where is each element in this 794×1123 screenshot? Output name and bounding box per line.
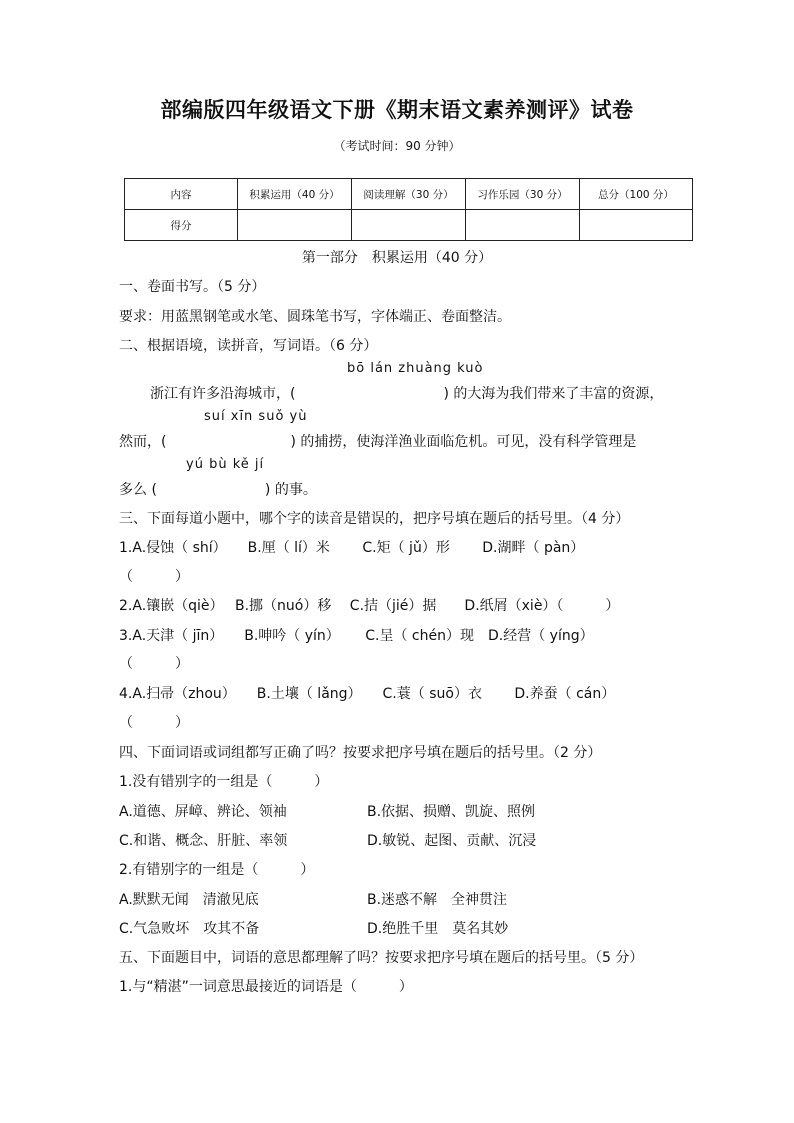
q2-title: 二、根据语境，读拼音，写词语。（6 分） [119,338,378,354]
q3-item-2: 2.A.镶嵌（qiè） B.挪（nuó）移 C.拮（jié）据 D.纸屑（xiè）（ ） [119,598,620,614]
score-entry-cell[interactable] [466,210,580,241]
part1-heading: 第一部分 积累运用（40 分） [301,250,493,266]
exam-title: 部编版四年级语文下册《期末语文素养测评》试卷 [160,97,634,122]
q2-line-3-start: 多么 ( [119,482,157,498]
score-table [124,178,693,241]
q3-item-3-answer[interactable]: （ ） [119,656,189,672]
q2-line-1-start: 浙江有许多沿海城市，( [150,386,296,402]
q2-line-3-end: ) 的事。 [264,482,317,498]
q5-title: 五、下面题目中，词语的意思都理解了吗？按要求把序号填在题后的括号里。（5 分） [119,950,644,966]
q2-pinyin-3: yú bù kě jí [186,457,265,472]
q4-sub2-option-d: D.绝胜千里 莫名其妙 [367,921,509,937]
q3-item-3: 3.A.天津（ jīn） B.呻吟（ yín） C.呈（ chén）现 D.经营（ yíng） [119,628,594,644]
q3-item-4: 4.A.扫帚（zhou） B.土壤（ lǎng） C.蓑（ suō）衣 D.养蚕（ cán） [119,686,616,702]
q4-sub1-option-d: D.敏锐、起图、贡献、沉浸 [367,833,537,849]
score-entry-cell[interactable] [352,210,466,241]
q2-line-3 [119,480,317,500]
q2-pinyin-2: suí xīn suǒ yù [204,409,308,424]
exam-duration: （考试时间：90 分钟） [333,139,461,153]
q4-title: 四、下面词语或词组都写正确了吗？按要求把序号填在题后的括号里。（2 分） [119,745,602,761]
q2-pinyin-1: bō lán zhuàng kuò [347,361,484,376]
q4-sub1-option-b: B.依据、损赠、凯旋、照例 [367,804,536,820]
q1-title: 一、卷面书写。（5 分） [119,279,266,295]
score-header-cell: 习作乐园（30 分） [466,179,580,210]
q4-sub1: 1.没有错别字的一组是（ ） [119,774,329,790]
q3-title: 三、下面每道小题中，哪个字的读音是错误的，把序号填在题后的括号里。（4 分） [119,511,630,527]
q4-sub2-option-b: B.迷惑不解 全神贯注 [367,892,508,908]
q4-sub1-option-a: A.道德、屏嶂、辨论、领袖 [119,804,287,820]
score-header-cell: 阅读理解（30 分） [352,179,466,210]
q1-requirement: 要求：用蓝黑钢笔或水笔、圆珠笔书写，字体端正、卷面整洁。 [119,309,511,325]
q4-sub1-option-c: C.和谐、概念、肝脏、率领 [119,833,288,849]
score-table-score-row [125,210,693,241]
score-header-cell: 积累运用（40 分） [238,179,352,210]
q5-sub1: 1.与“精湛”一词意思最接近的词语是（ ） [119,979,413,995]
score-header-cell: 内容 [125,179,238,210]
q2-line-1-end: ) 的大海为我们带来了丰富的资源， [443,386,664,402]
q3-item-1-answer[interactable]: （ ） [119,569,189,585]
q2-line-1 [150,384,663,404]
q4-sub2-option-c: C.气急败坏 攻其不备 [119,921,260,937]
q3-item-4-answer[interactable]: （ ） [119,715,189,731]
score-row-label: 得分 [125,210,238,241]
q3-item-1: 1.A.侵蚀（ shí） B.厘（ lí）米 C.矩（ jǔ）形 D.湖畔（ pàn） [119,540,585,556]
q2-line-2-start: 然而，( [119,434,167,450]
q4-sub2: 2.有错别字的一组是（ ） [119,862,315,878]
score-entry-cell[interactable] [238,210,352,241]
score-entry-cell[interactable] [580,210,693,241]
q2-line-2 [119,432,636,452]
score-header-cell: 总分（100 分） [580,179,693,210]
q2-line-2-end: ) 的捕捞，使海洋渔业面临危机。可见，没有科学管理是 [290,434,637,450]
score-table-header-row [125,179,693,210]
q4-sub2-option-a: A.默默无闻 清澈见底 [119,892,259,908]
